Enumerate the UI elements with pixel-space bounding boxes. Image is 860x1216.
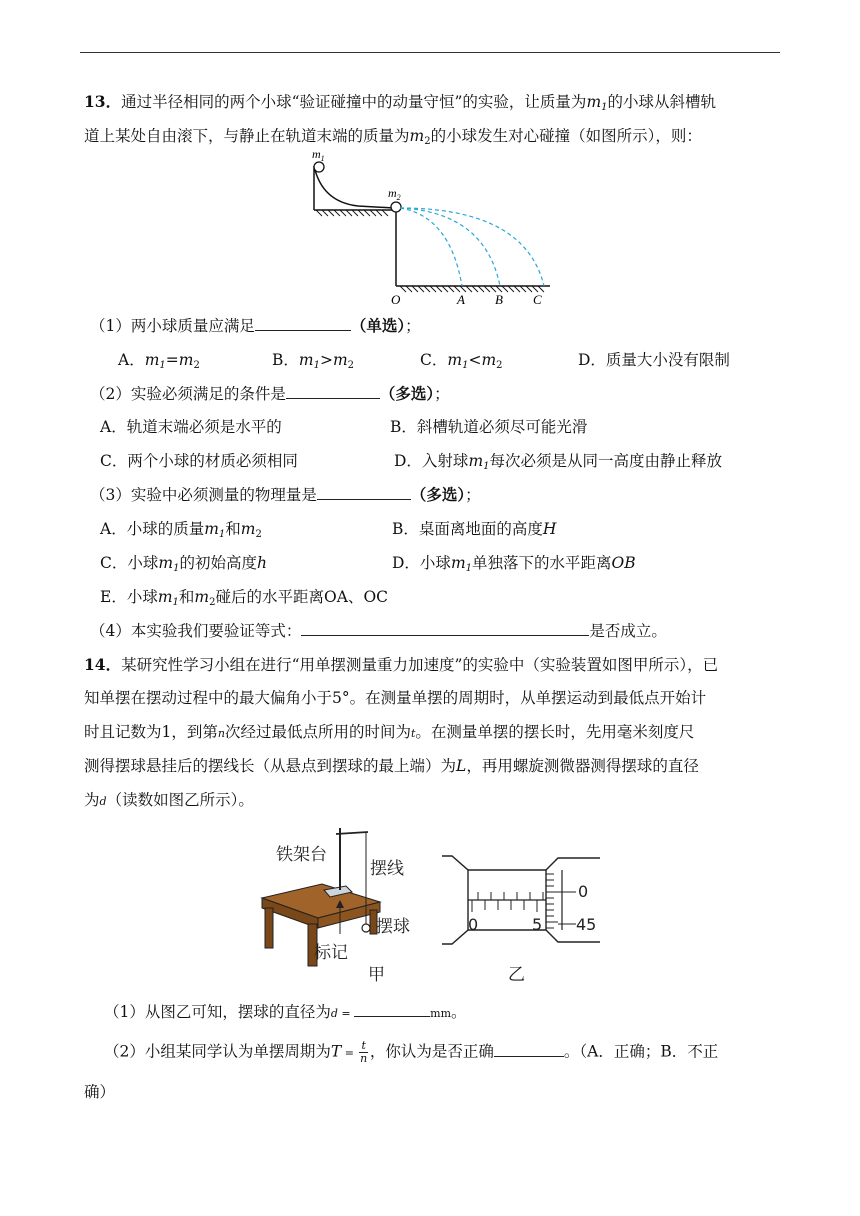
label-pendulum-ball: 摆球 <box>376 917 410 937</box>
micrometer-reading-figure <box>440 852 610 988</box>
answer-blank-period[interactable] <box>494 1042 564 1057</box>
q13-part3-option-c: C．小球$m_1$的初始高度h <box>100 554 267 574</box>
q13-part2-option-c: C．两个小球的材质必须相同 <box>100 452 298 470</box>
label-m2: $m_2$ <box>388 186 401 202</box>
q14-number: 14． <box>84 655 122 674</box>
q14-line4: 测得摆球悬挂后的摆线长（从悬点到摆球的最上端）为L，再用螺旋测微器测得摆球的直径 <box>84 757 699 775</box>
label-iron-stand: 铁架台 <box>276 845 327 865</box>
fraction-t-over-n: $\frac{t}{n}$ <box>360 1039 368 1065</box>
q13-part2-option-b: B．斜槽轨道必须尽可能光滑 <box>390 418 588 436</box>
pendulum-apparatus-figure <box>252 820 427 988</box>
q13-part4: （4）本实验我们要验证等式： 是否成立。 <box>90 622 667 640</box>
q13-part3-option-b: B．桌面离地面的高度H <box>392 520 557 538</box>
q13-part1-option-c: C．$m_1<m_2$ <box>420 351 503 371</box>
q14-part2: （2）小组某同学认为单摆周期为T = $\frac{t}{n}$ ，你认为是否正确 。（A．正确；B．不正 <box>104 1039 719 1065</box>
q14-line2: 知单摆在摆动过程中的最大偏角小于5°。在测量单摆的周期时，从单摆运动到最低点开始计 <box>84 689 707 707</box>
q13-part3-option-d: D．小球$m_1$单独落下的水平距离OB <box>392 554 636 574</box>
main-scale-5: 5 <box>532 915 543 934</box>
q13-part1: （1）两小球质量应满足 （单选）； <box>90 316 421 335</box>
thimble-scale-45: 45 <box>576 915 597 934</box>
label-m1: $m_1$ <box>312 147 325 163</box>
main-scale-0: 0 <box>468 915 479 934</box>
ball-m2 <box>391 202 401 212</box>
q14-part2-cont: 确） <box>84 1083 116 1101</box>
answer-blank-3[interactable] <box>317 485 411 500</box>
label-C: C <box>533 292 542 307</box>
q14-line5: 为d（读数如图乙所示）。 <box>84 791 254 809</box>
figure-caption-yi: 乙 <box>508 965 525 985</box>
q13-part2: （2）实验必须满足的条件是 （多选）； <box>90 384 450 403</box>
q13-line1: 13．通过半径相同的两个小球“验证碰撞中的动量守恒”的实验，让质量为$m_1$的小球从斜槽轨 <box>84 92 717 113</box>
q13-part2-option-d: D．入射球$m_1$每次必须是从同一高度由静止释放 <box>394 452 723 472</box>
q14-part1: （1）从图乙可知，摆球的直径为d = mm。 <box>104 1003 467 1021</box>
q13-part3-option-a: A．小球的质量$m_1$和$m_2$ <box>100 520 262 540</box>
q13-number: 13． <box>84 92 122 111</box>
q13-part1-option-b: B．$m_1>m_2$ <box>272 351 355 371</box>
answer-blank-4[interactable] <box>301 621 589 636</box>
answer-blank-1[interactable] <box>255 316 351 331</box>
q13-part3: （3）实验中必须测量的物理量是 （多选）； <box>90 485 481 504</box>
answer-blank-2[interactable] <box>286 384 380 399</box>
q14-line3: 时且记数为1，到第n次经过最低点所用的时间为t。在测量单摆的摆长时，先用毫米刻度尺 <box>84 723 695 741</box>
thimble-scale-0: 0 <box>578 882 589 901</box>
q13-part1-option-a: A．$m_1=m_2$ <box>118 351 200 371</box>
q14-line1: 14．某研究性学习小组在进行“用单摆测量重力加速度”的实验中（实验装置如图甲所示），已 <box>84 655 719 674</box>
collision-apparatus-figure <box>300 146 560 310</box>
q13-part3-option-e: E．小球$m_1$和$m_2$碰后的水平距离OA、OC <box>100 588 389 608</box>
label-O: O <box>391 292 401 307</box>
label-B: B <box>495 292 503 307</box>
label-pendulum-string: 摆线 <box>370 859 404 879</box>
label-A: A <box>457 292 465 307</box>
q13-part1-option-d: D．质量大小没有限制 <box>578 351 730 369</box>
label-mark: 标记 <box>314 943 348 963</box>
answer-blank-diameter[interactable] <box>354 1002 430 1017</box>
header-rule <box>80 52 780 53</box>
ball-m1 <box>314 162 324 172</box>
q13-part2-option-a: A．轨道末端必须是水平的 <box>100 418 282 436</box>
figure-caption-jia: 甲 <box>368 965 385 985</box>
q13-line2: 道上某处自由滚下，与静止在轨道末端的质量为$m_2$的小球发生对心碰撞（如图所示），则： <box>84 127 702 147</box>
